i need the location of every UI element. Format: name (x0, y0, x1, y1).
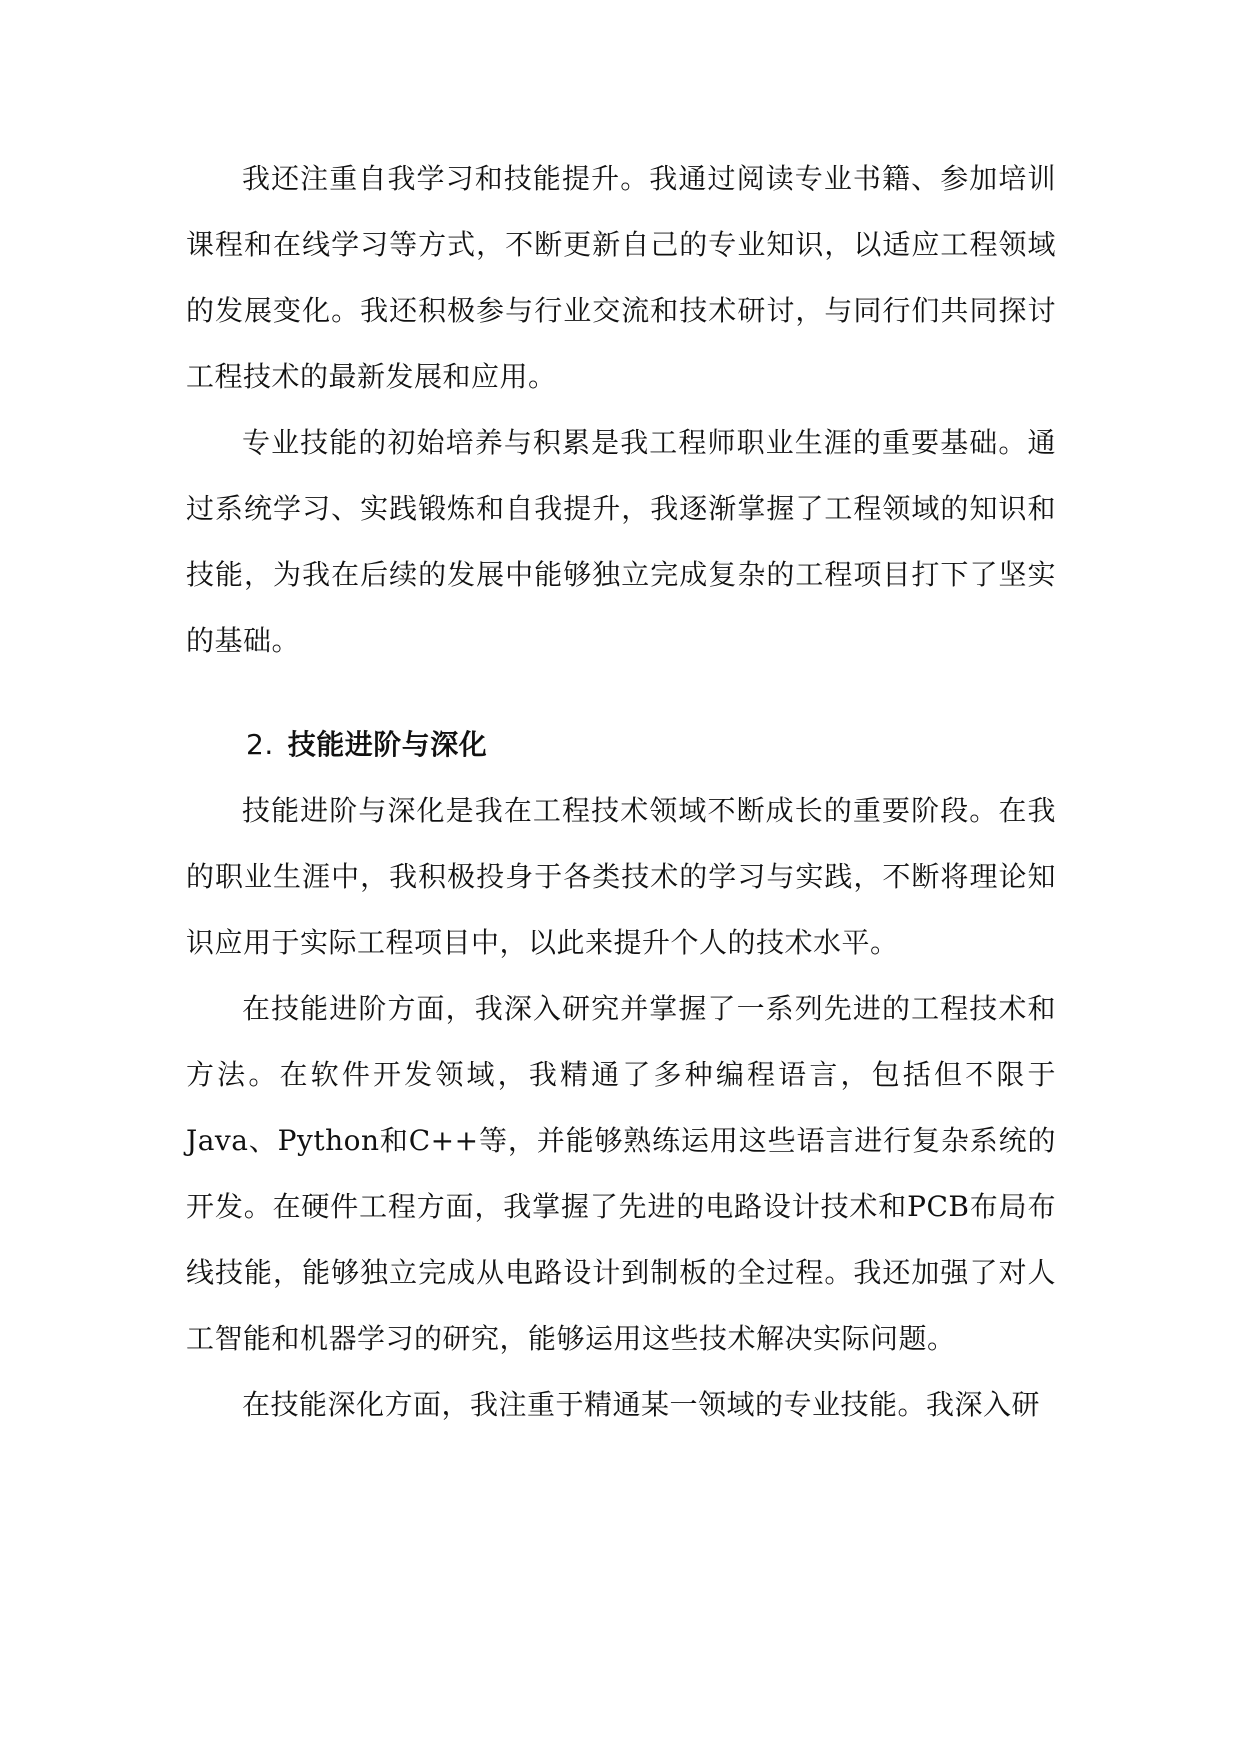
paragraph-skill-deepening: 在技能深化方面，我注重于精通某一领域的专业技能。我深入研 (242, 1388, 1041, 1421)
section-title: 技能进阶与深化 (287, 728, 488, 761)
paragraph-skill-advancement: 在技能进阶方面，我深入研究并掌握了一系列先进的工程技术和方法。在软件开发领域，我精通了多种编程语言，包括但不限于Java、Python和C++等，并能够熟练运用这些语言进行复杂系统的开发。在硬件工程方面，我掌握了先进的电路设计技术和PCB布局布线技能，能够独立完成从电路设计到制板的全过程。我还加强了对人工智能和机器学习的研究，能够运用这些技术解决实际问题。 (186, 992, 1056, 1355)
section-number: 2. (246, 728, 274, 761)
document-body (186, 146, 1056, 1438)
paragraph-advancement-intro: 技能进阶与深化是我在工程技术领域不断成长的重要阶段。在我的职业生涯中，我积极投身于各类技术的学习与实践，不断将理论知识应用于实际工程项目中，以此来提升个人的技术水平。 (186, 794, 1056, 959)
paragraph-self-learning: 我还注重自我学习和技能提升。我通过阅读专业书籍、参加培训课程和在线学习等方式，不断更新自己的专业知识，以适应工程领域的发展变化。我还积极参与行业交流和技术研讨，与同行们共同探讨工程技术的最新发展和应用。 (186, 162, 1056, 393)
section-heading (186, 712, 1056, 778)
paragraph-skill-foundation: 专业技能的初始培养与积累是我工程师职业生涯的重要基础。通过系统学习、实践锻炼和自我提升，我逐渐掌握了工程领域的知识和技能，为我在后续的发展中能够独立完成复杂的工程项目打下了坚实的基础。 (186, 426, 1056, 657)
